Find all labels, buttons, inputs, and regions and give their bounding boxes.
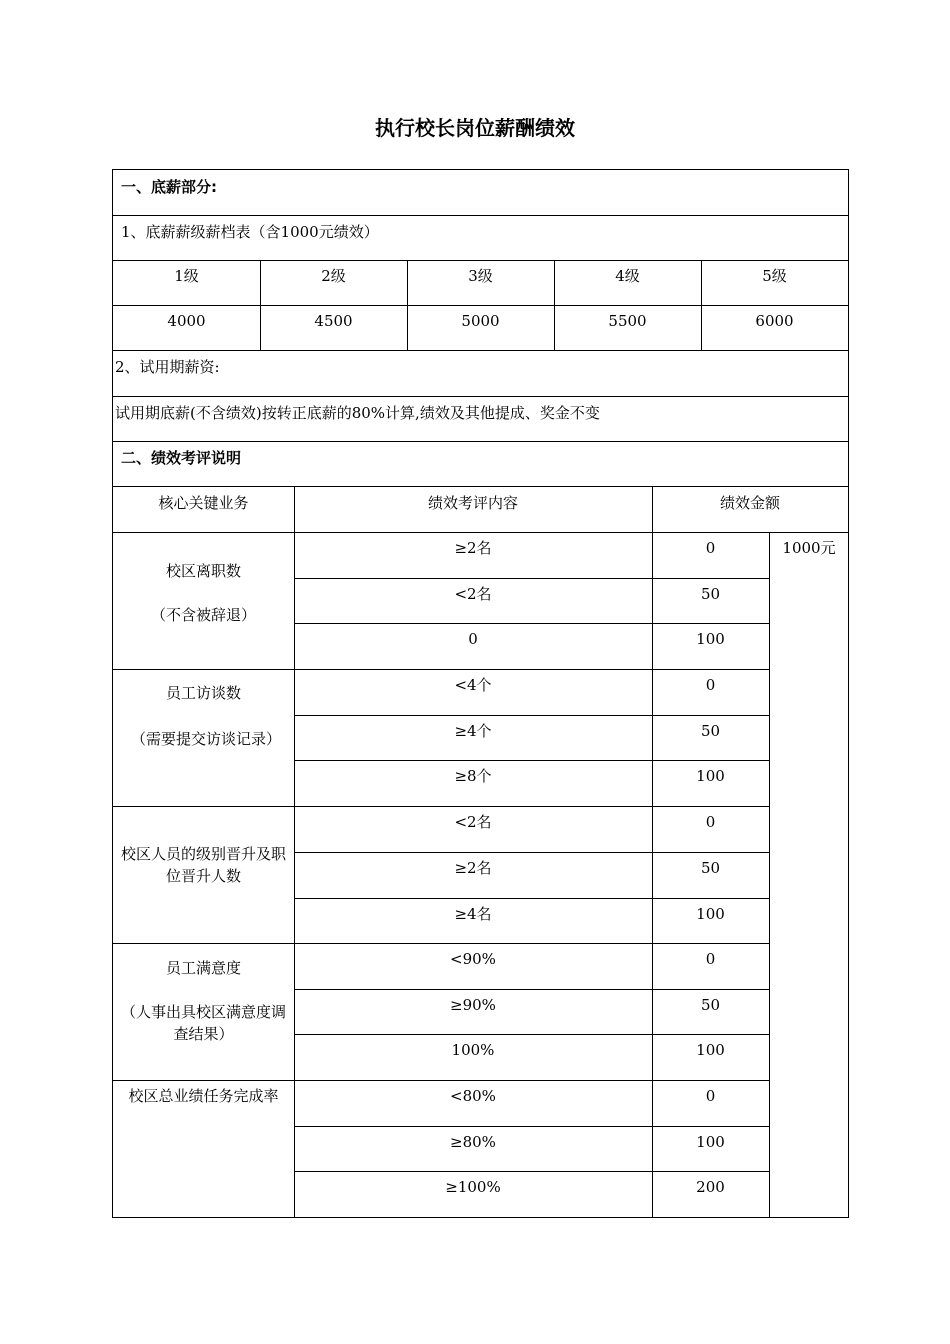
- header-amount: 绩效金额: [719, 494, 780, 512]
- criteria-cell: ≥2名: [454, 859, 492, 877]
- amount-cell: 100: [696, 630, 725, 648]
- divider: [113, 215, 848, 216]
- divider: [294, 623, 769, 624]
- divider: [294, 1126, 769, 1127]
- salary-table: [112, 169, 849, 1218]
- criteria-cell: ≥80%: [450, 1133, 496, 1151]
- criteria-cell: ≥4个: [454, 722, 492, 740]
- criteria-cell: <2名: [454, 813, 492, 831]
- amount-cell: 50: [700, 585, 721, 603]
- probation-heading: 2、试用期薪资:: [115, 358, 220, 376]
- divider: [113, 806, 769, 807]
- page-title: 执行校长岗位薪酬绩效: [375, 116, 575, 140]
- divider: [294, 852, 769, 853]
- level-cell: 5级: [762, 267, 787, 285]
- divider: [294, 898, 769, 899]
- divider: [113, 260, 848, 261]
- amount-cell: 100: [696, 1133, 725, 1151]
- amount-cell: 50: [700, 722, 721, 740]
- divider: [113, 441, 848, 442]
- amount-cell: 100: [696, 905, 725, 923]
- group-title: 校区人员的级别晋升及职位晋升人数: [120, 845, 286, 885]
- amount-cell: 0: [705, 1087, 716, 1105]
- divider: [113, 532, 848, 533]
- divider: [294, 1034, 769, 1035]
- divider: [113, 486, 848, 487]
- criteria-cell: <90%: [450, 950, 496, 968]
- group-title: 校区总业绩任务完成率: [128, 1087, 279, 1105]
- amount-cell: 0: [705, 539, 716, 557]
- criteria-cell: <4个: [454, 676, 492, 694]
- criteria-cell: <2名: [454, 585, 492, 603]
- group-subtitle: （需要提交访谈记录）: [131, 730, 282, 748]
- amount-cell: 200: [696, 1178, 725, 1196]
- criteria-cell: ≥2名: [454, 539, 492, 557]
- amount-cell: 50: [700, 859, 721, 877]
- section1-heading: 一、底薪部分:: [121, 178, 217, 196]
- group-title: 员工访谈数: [165, 684, 241, 702]
- criteria-cell: ≥8个: [454, 767, 492, 785]
- divider: [294, 989, 769, 990]
- group-title: 员工满意度: [165, 959, 241, 977]
- section2-heading: 二、绩效考评说明: [121, 449, 242, 467]
- level-cell: 1级: [174, 267, 199, 285]
- divider: [294, 715, 769, 716]
- divider: [113, 350, 848, 351]
- divider: [294, 578, 769, 579]
- header-content: 绩效考评内容: [427, 494, 518, 512]
- header-business: 核心关键业务: [158, 494, 249, 512]
- amount-cell: 0: [705, 813, 716, 831]
- amount-cell: 100: [696, 767, 725, 785]
- group-subtitle: （人事出具校区满意度调查结果）: [120, 1003, 286, 1043]
- salary-cell: 5500: [608, 312, 647, 330]
- divider: [113, 669, 769, 670]
- group-title: 校区离职数: [165, 562, 241, 580]
- probation-text: 试用期底薪(不含绩效)按转正底薪的80%计算,绩效及其他提成、奖金不变: [115, 404, 600, 422]
- criteria-cell: 0: [468, 630, 478, 648]
- amount-cell: 50: [700, 996, 721, 1014]
- level-cell: 3级: [468, 267, 493, 285]
- divider: [294, 1171, 769, 1172]
- salary-cell: 4500: [314, 312, 353, 330]
- divider: [113, 396, 848, 397]
- salary-cell: 5000: [461, 312, 500, 330]
- criteria-cell: ≥4名: [454, 905, 492, 923]
- divider: [113, 943, 769, 944]
- criteria-cell: 100%: [451, 1041, 495, 1059]
- amount-cell: 0: [705, 676, 716, 694]
- criteria-cell: <80%: [450, 1087, 496, 1105]
- table-caption: 1、底薪薪级薪档表（含1000元绩效）: [121, 223, 379, 241]
- divider: [294, 760, 769, 761]
- salary-cell: 6000: [755, 312, 794, 330]
- divider: [113, 305, 848, 306]
- level-cell: 4级: [615, 267, 640, 285]
- salary-cell: 4000: [167, 312, 206, 330]
- divider: [769, 532, 770, 1217]
- criteria-cell: ≥100%: [445, 1178, 501, 1196]
- total-amount: 1000元: [782, 539, 836, 557]
- criteria-cell: ≥90%: [450, 996, 496, 1014]
- level-cell: 2级: [321, 267, 346, 285]
- amount-cell: 0: [705, 950, 716, 968]
- divider: [113, 1080, 769, 1081]
- amount-cell: 100: [696, 1041, 725, 1059]
- group-subtitle: （不含被辞退）: [150, 606, 256, 624]
